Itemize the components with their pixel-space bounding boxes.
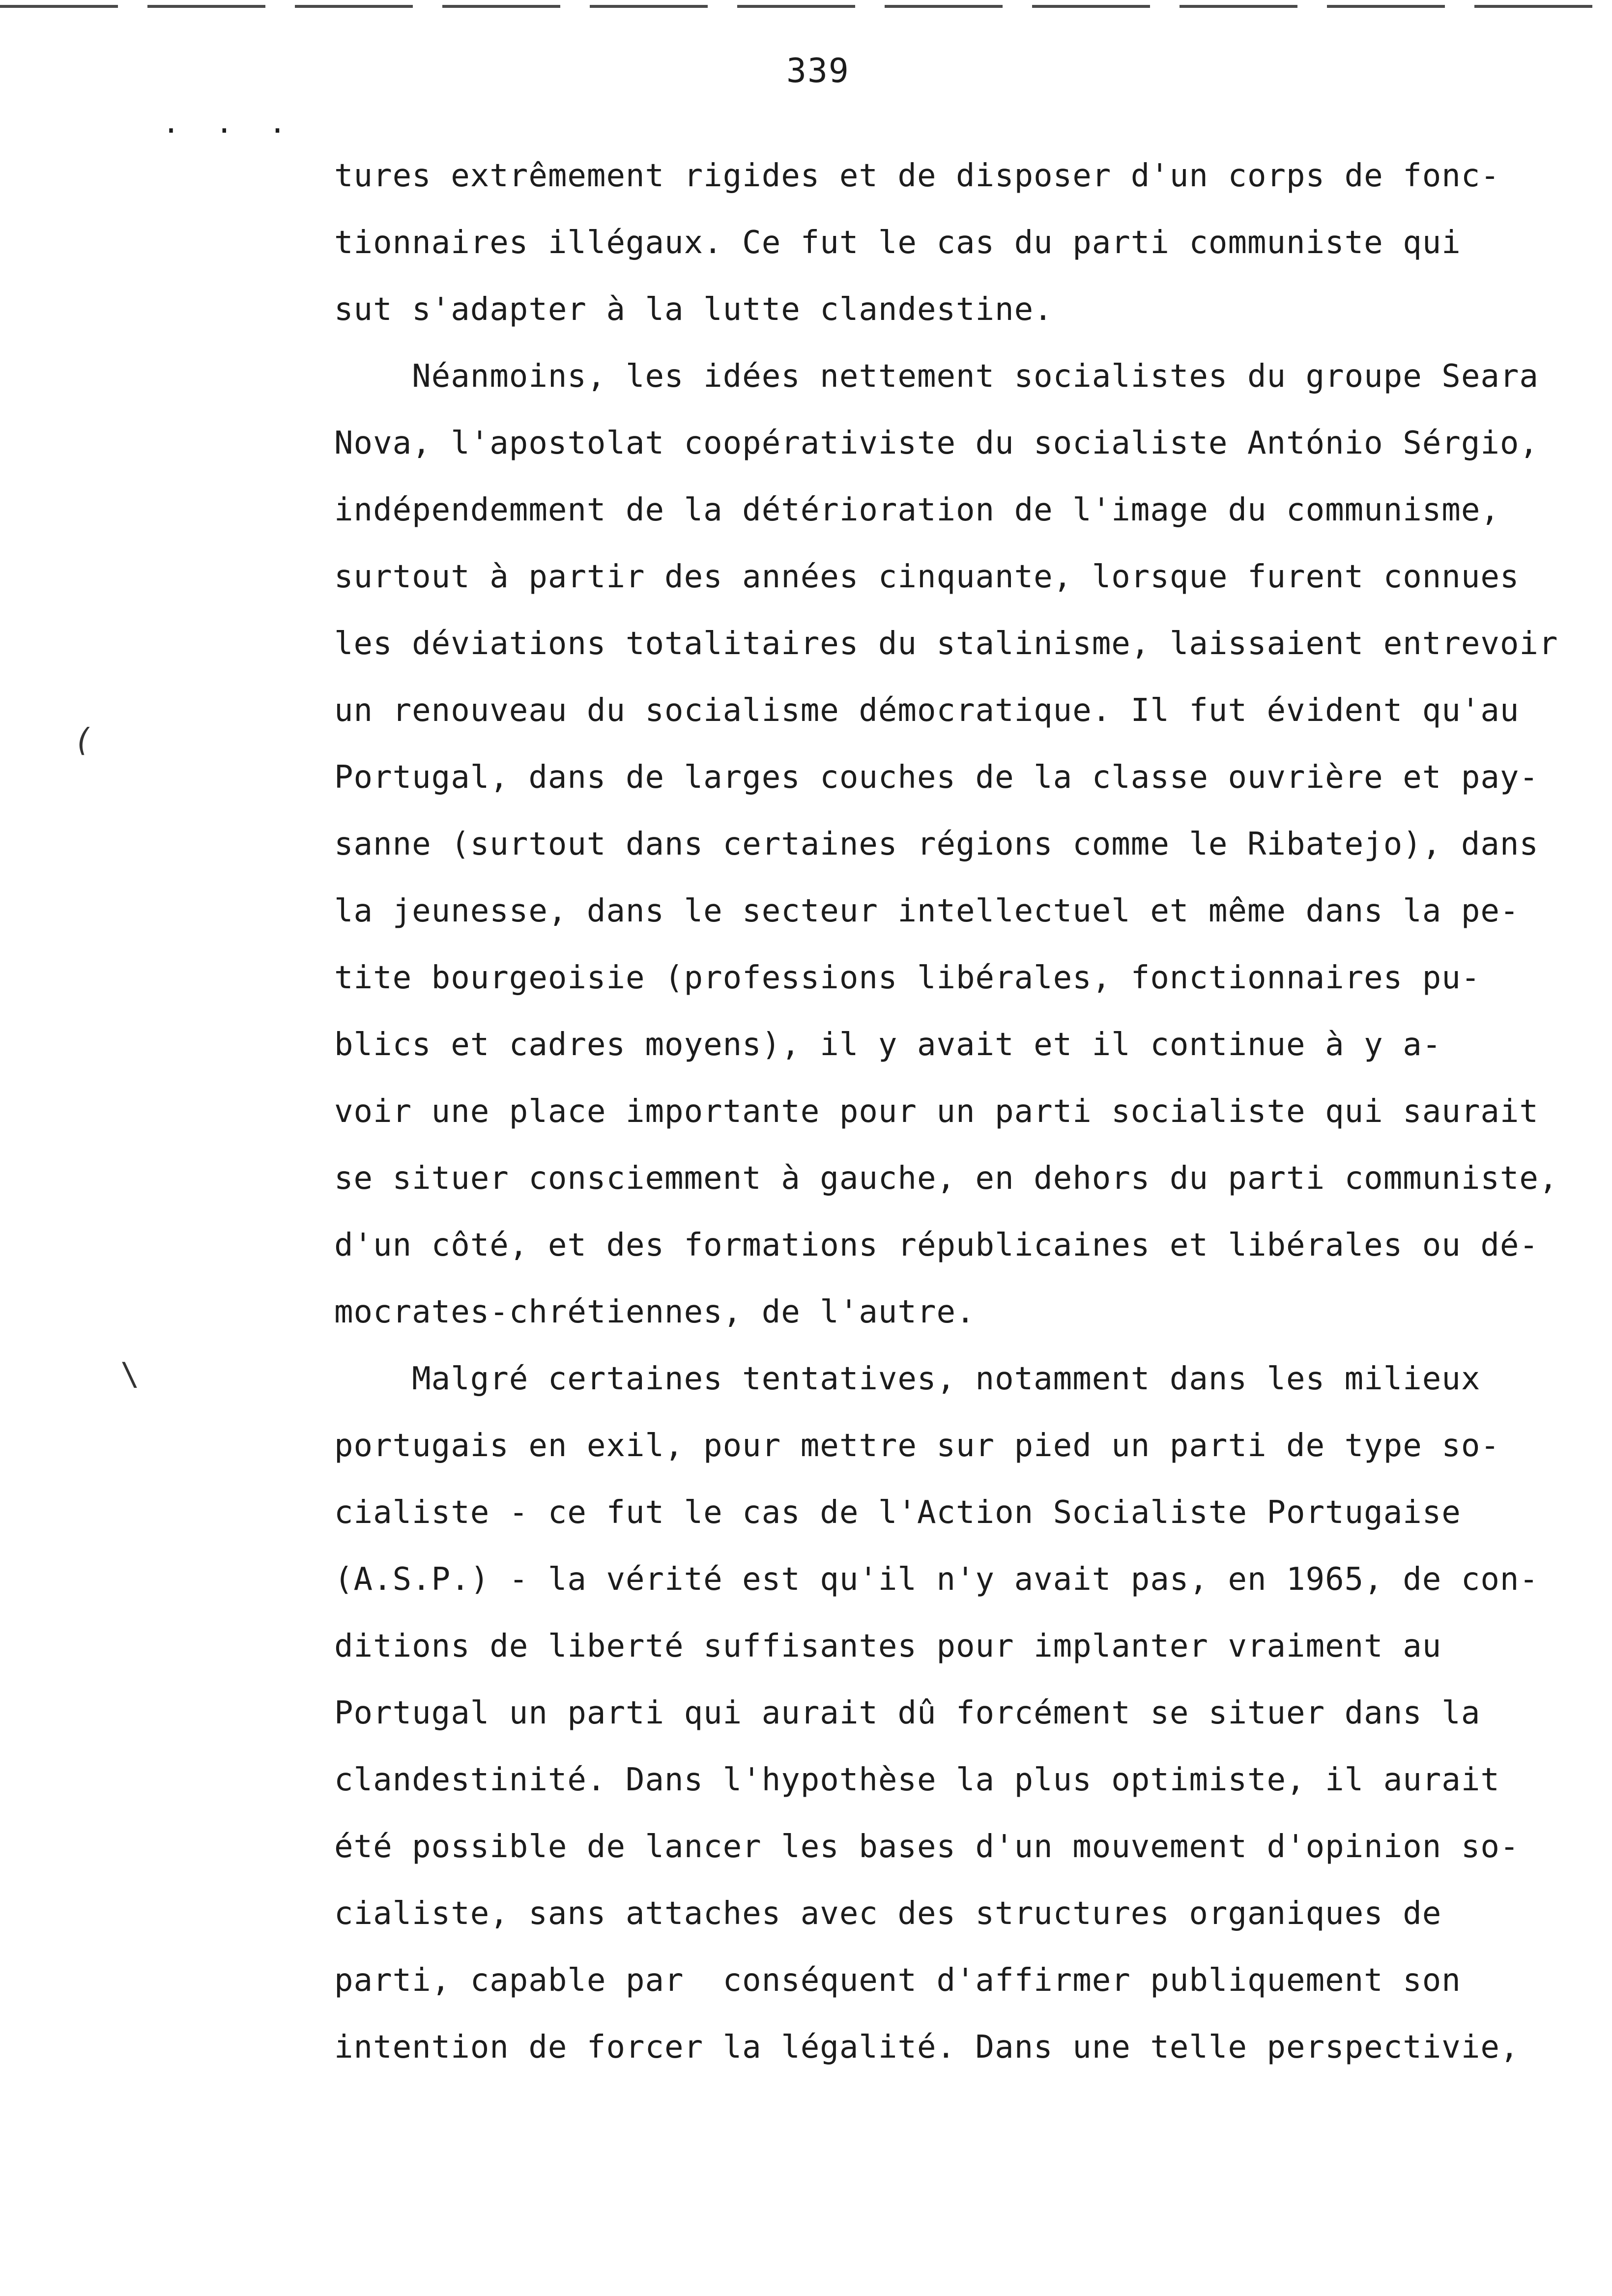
text-line: voir une place importante pour un parti socialiste qui saurait bbox=[334, 1093, 1539, 1130]
text-line: mocrates-chrétiennes, de l'autre. bbox=[334, 1294, 976, 1330]
text-line: Nova, l'apostolat coopérativiste du socialiste António Sérgio, bbox=[334, 425, 1539, 461]
paragraph-start-line: Néanmoins, les idées nettement socialistes du groupe Seara bbox=[334, 358, 1539, 395]
stray-pen-mark: ( bbox=[74, 722, 93, 759]
text-line: blics et cadres moyens), il y avait et il continue à y a- bbox=[334, 1027, 1442, 1063]
text-line: indépendemment de la détérioration de l'image du communisme, bbox=[334, 492, 1500, 528]
margin-dots: . . . bbox=[162, 106, 295, 140]
text-line: cialiste - ce fut le cas de l'Action Socialiste Portugaise bbox=[334, 1494, 1461, 1531]
text-line: tite bourgeoisie (professions libérales, fonctionnaires pu- bbox=[334, 960, 1481, 996]
page-number: 339 bbox=[786, 52, 850, 90]
text-line: se situer consciemment à gauche, en dehors du parti communiste, bbox=[334, 1160, 1558, 1197]
text-line: un renouveau du socialisme démocratique. Il fut évident qu'au bbox=[334, 692, 1520, 729]
text-line: la jeunesse, dans le secteur intellectuel et même dans la pe- bbox=[334, 893, 1520, 929]
text-line: portugais en exil, pour mettre sur pied un parti de type so- bbox=[334, 1428, 1500, 1464]
scan-top-border bbox=[0, 5, 1612, 8]
text-line: intention de forcer la légalité. Dans une telle perspectivie, bbox=[334, 2029, 1520, 2066]
text-line: tures extrêmement rigides et de disposer d'un corps de fonc- bbox=[334, 158, 1500, 194]
text-line: ditions de liberté suffisantes pour implanter vraiment au bbox=[334, 1628, 1442, 1665]
paragraph-start-line: Malgré certaines tentatives, notamment dans les milieux bbox=[334, 1361, 1481, 1397]
text-line: Portugal un parti qui aurait dû forcément se situer dans la bbox=[334, 1695, 1481, 1731]
text-line: cialiste, sans attaches avec des structures organiques de bbox=[334, 1895, 1442, 1932]
text-line: d'un côté, et des formations républicaines et libérales ou dé- bbox=[334, 1227, 1539, 1263]
text-line: Portugal, dans de larges couches de la classe ouvrière et pay- bbox=[334, 759, 1539, 796]
text-line: les déviations totalitaires du stalinisme, laissaient entrevoir bbox=[334, 626, 1558, 662]
text-line: sanne (surtout dans certaines régions comme le Ribatejo), dans bbox=[334, 826, 1539, 862]
text-line: été possible de lancer les bases d'un mouvement d'opinion so- bbox=[334, 1829, 1520, 1865]
body-text bbox=[334, 143, 1592, 2081]
text-line: (A.S.P.) - la vérité est qu'il n'y avait pas, en 1965, de con- bbox=[334, 1561, 1539, 1598]
text-line: clandestinité. Dans l'hypothèse la plus optimiste, il aurait bbox=[334, 1762, 1500, 1798]
text-line: surtout à partir des années cinquante, lorsque furent connues bbox=[334, 559, 1520, 595]
text-line: tionnaires illégaux. Ce fut le cas du parti communiste qui bbox=[334, 225, 1461, 261]
text-line: parti, capable par conséquent d'affirmer publiquement son bbox=[334, 1962, 1461, 1999]
text-line: sut s'adapter à la lutte clandestine. bbox=[334, 291, 1053, 328]
stray-pen-mark: \ bbox=[120, 1356, 140, 1393]
